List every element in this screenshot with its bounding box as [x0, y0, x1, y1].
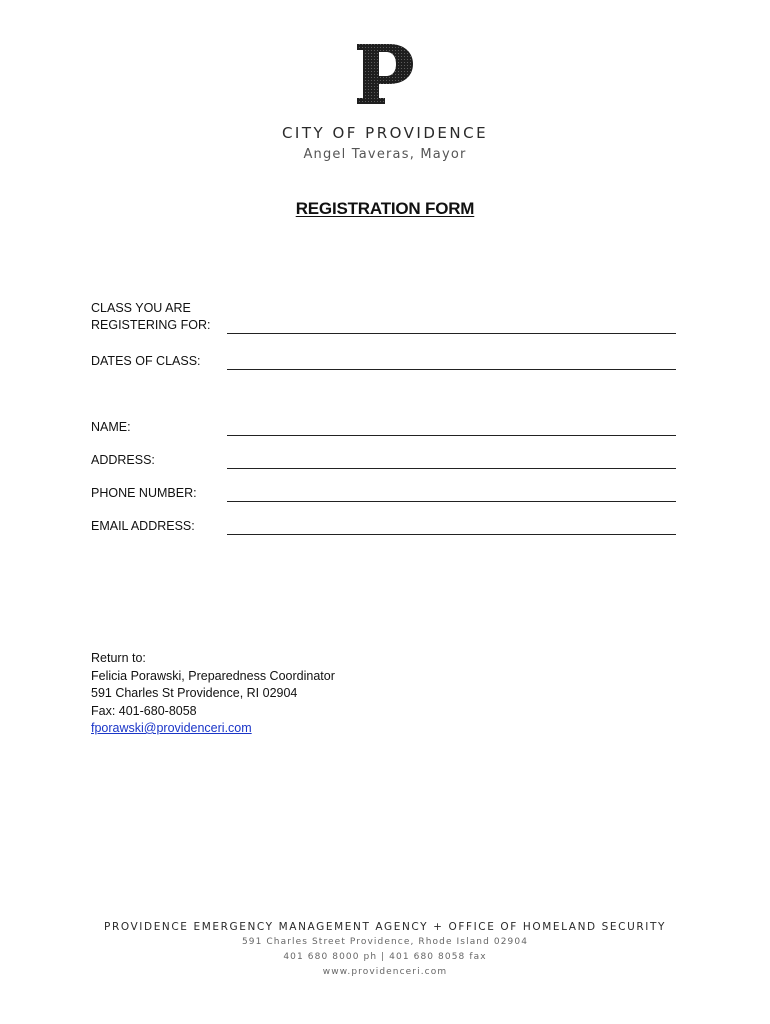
- footer-phones: 401 680 8000 ph | 401 680 8058 fax: [283, 952, 487, 962]
- field-label-name: [91, 419, 221, 436]
- field-label-address-text: ADDRESS:: [91, 453, 155, 467]
- field-class-registering: [91, 301, 676, 334]
- field-label-phone-text: PHONE NUMBER:: [91, 486, 197, 500]
- email-input-line[interactable]: [227, 534, 676, 535]
- name-input-line[interactable]: [227, 435, 676, 436]
- return-to-email-link[interactable]: fporawski@providenceri.com: [91, 721, 252, 735]
- field-label-dates: [91, 353, 221, 370]
- letterhead-logo: [0, 40, 770, 106]
- footer-agency: PROVIDENCE EMERGENCY MANAGEMENT AGENCY + OFFICE OF HOMELAND SECURITY: [104, 921, 666, 933]
- return-to-block: [91, 650, 335, 738]
- form-title: REGISTRATION FORM: [295, 199, 475, 218]
- field-dates-of-class: [91, 352, 676, 370]
- footer: [0, 919, 770, 980]
- class-input-line[interactable]: [227, 333, 676, 334]
- field-name: [91, 418, 676, 436]
- field-label-email: [91, 518, 221, 535]
- field-address: [91, 451, 676, 469]
- field-label-address: [91, 452, 221, 469]
- field-label-name-text: NAME:: [91, 420, 131, 434]
- field-label-phone: [91, 485, 221, 502]
- field-email-address: [91, 517, 676, 535]
- footer-street: 591 Charles Street Providence, Rhode Island 02904: [241, 937, 529, 947]
- field-label-class: [91, 300, 221, 334]
- mayor-line: Angel Taveras, Mayor: [303, 147, 467, 162]
- phone-input-line[interactable]: [227, 501, 676, 502]
- return-to-contact: Felicia Porawski, Preparedness Coordinator: [91, 668, 335, 683]
- return-to-fax: Fax: 401-680-8058: [91, 703, 197, 718]
- city-name: CITY OF PROVIDENCE: [281, 124, 489, 142]
- return-to-heading: Return to:: [91, 651, 146, 665]
- field-label-class-line1: CLASS YOU ARE: [91, 301, 191, 315]
- field-label-email-text: EMAIL ADDRESS:: [91, 519, 195, 533]
- field-phone-number: [91, 484, 676, 502]
- field-label-dates-text: DATES OF CLASS:: [91, 354, 201, 368]
- return-to-address: 591 Charles St Providence, RI 02904: [91, 686, 298, 700]
- field-label-class-line2: REGISTERING FOR:: [91, 318, 211, 332]
- address-input-line[interactable]: [227, 468, 676, 469]
- dates-input-line[interactable]: [227, 369, 676, 370]
- footer-website[interactable]: www.providenceri.com: [322, 967, 448, 977]
- city-logo-p-icon: [355, 40, 415, 106]
